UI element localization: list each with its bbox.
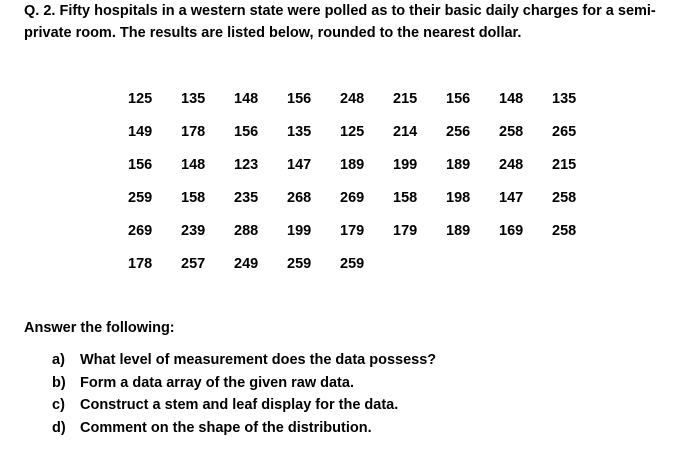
data-value: 135 <box>287 123 312 140</box>
data-value: 156 <box>446 90 471 107</box>
data-value: 269 <box>340 189 365 206</box>
data-value: 265 <box>552 123 577 140</box>
data-value: 156 <box>287 90 312 107</box>
data-value: 135 <box>552 90 577 107</box>
data-value: 258 <box>552 189 577 206</box>
data-row <box>128 148 605 181</box>
data-value: 148 <box>234 90 259 107</box>
data-row <box>128 115 605 148</box>
data-value: 148 <box>499 90 524 107</box>
task-marker: d) <box>52 419 66 436</box>
task-text: What level of measurement does the data possess? <box>80 352 437 368</box>
data-value: 288 <box>234 222 259 239</box>
data-value: 189 <box>446 156 471 173</box>
data-value: 178 <box>128 255 153 272</box>
data-value: 158 <box>393 189 418 206</box>
task-text: Form a data array of the given raw data. <box>80 374 354 391</box>
data-value: 268 <box>287 189 312 206</box>
data-value: 156 <box>128 156 153 173</box>
data-value: 259 <box>340 255 365 272</box>
data-value: 135 <box>181 90 206 107</box>
data-value: 239 <box>181 222 206 239</box>
data-value: 169 <box>499 222 524 239</box>
data-value: 179 <box>393 222 418 239</box>
data-value: 199 <box>287 222 312 239</box>
data-value: 147 <box>499 189 524 206</box>
task-item <box>52 349 436 372</box>
data-value: 189 <box>446 222 471 239</box>
data-value: 125 <box>128 90 153 107</box>
data-value: 156 <box>234 123 259 140</box>
data-value: 248 <box>340 90 365 107</box>
data-value: 235 <box>234 189 259 206</box>
data-value: 125 <box>340 123 365 140</box>
data-value: 258 <box>499 123 524 140</box>
task-list <box>52 349 436 439</box>
data-table-body <box>128 82 605 280</box>
data-value: 258 <box>552 222 577 239</box>
hospital-charges-table <box>128 82 605 280</box>
data-value: 198 <box>446 189 471 206</box>
data-value: 214 <box>393 123 418 140</box>
data-value: 149 <box>128 123 153 140</box>
task-text: Comment on the shape of the distribution. <box>80 419 372 436</box>
data-value: 215 <box>552 156 577 173</box>
data-row <box>128 82 605 115</box>
data-value: 158 <box>181 189 206 206</box>
data-value: 199 <box>393 156 418 173</box>
data-row <box>128 214 605 247</box>
task-item <box>52 417 436 440</box>
data-value: 179 <box>340 222 365 239</box>
task-item <box>52 394 436 417</box>
data-value: 189 <box>340 156 365 173</box>
data-value: 215 <box>393 90 418 107</box>
data-value: 148 <box>181 156 206 173</box>
task-marker: c) <box>52 397 65 413</box>
answer-heading: Answer the following: <box>24 320 175 336</box>
data-row <box>128 247 605 280</box>
data-value: 248 <box>499 156 524 173</box>
data-value: 256 <box>446 123 471 140</box>
data-value: 259 <box>128 189 153 206</box>
task-marker: a) <box>52 352 65 368</box>
question-text: Q. 2. Fifty hospitals in a western state were polled as to their basic daily charges for a semi-private room. The results are listed below, rounded to the nearest dollar. <box>24 3 656 41</box>
data-value: 147 <box>287 156 312 173</box>
task-marker: b) <box>52 374 66 391</box>
task-item <box>52 372 436 395</box>
data-value: 257 <box>181 255 206 272</box>
data-value: 259 <box>287 255 312 272</box>
task-text: Construct a stem and leaf display for the data. <box>80 397 399 413</box>
data-row <box>128 181 605 214</box>
data-value: 249 <box>234 255 259 272</box>
data-value: 178 <box>181 123 206 140</box>
data-value: 123 <box>234 156 259 173</box>
data-value: 269 <box>128 222 153 239</box>
